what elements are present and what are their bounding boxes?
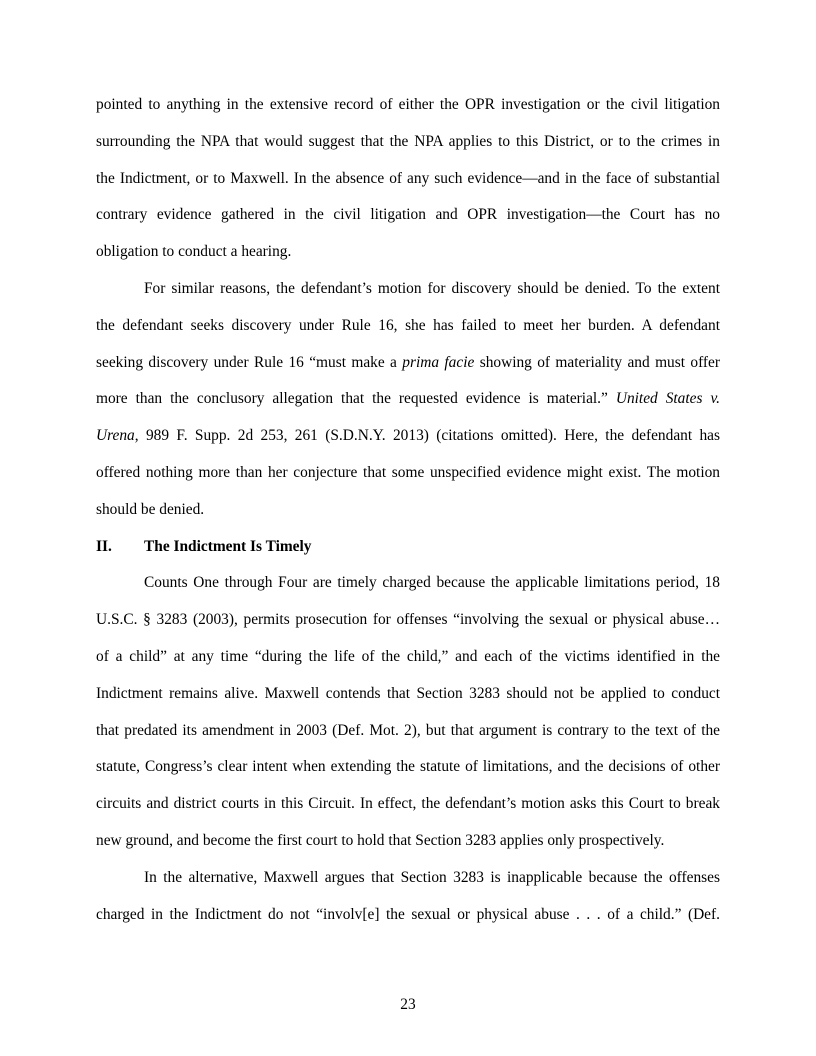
text-line: For similar reasons, the defendant’s motion for discovery should be denied. To the extent <box>144 279 720 297</box>
text-line: Counts One through Four are timely charged because the applicable limitations period, 18 <box>144 574 720 592</box>
text-segment: showing of materiality and must offer <box>474 353 720 371</box>
text-line: obligation to conduct a hearing. <box>96 243 292 261</box>
text-segment: more than the conclusory allegation that the requested evidence is material.” <box>96 390 616 408</box>
section-heading <box>96 529 720 566</box>
text-line: circuits and district courts in this Circuit. In effect, the defendant’s motion asks this Court to break <box>96 795 720 813</box>
paragraph-discovery <box>96 271 720 529</box>
text-line: new ground, and become the first court to hold that Section 3283 applies only prospectively. <box>96 831 665 849</box>
text-line: contrary evidence gathered in the civil litigation and OPR investigation—the Court has no <box>96 206 720 224</box>
text-line: surrounding the NPA that would suggest that the NPA applies to this District, or to the crimes in <box>96 132 720 150</box>
text-line: the Indictment, or to Maxwell. In the absence of any such evidence—and in the face of substantial <box>96 169 720 187</box>
case-citation-italic: United States v. <box>615 390 720 408</box>
text-line: offered nothing more than her conjecture that some unspecified evidence might exist. The motion <box>96 463 720 481</box>
page-number: 23 <box>400 996 416 1013</box>
italic-term: prima facie <box>402 353 475 371</box>
case-citation-italic: Urena <box>96 427 135 445</box>
text-line: statute, Congress’s clear intent when extending the statute of limitations, and the decisions of other <box>96 758 720 776</box>
text-line: charged in the Indictment do not “involv[e] the sexual or physical abuse . . . of a child.” (Def. <box>96 905 720 923</box>
text-segment: seeking discovery under Rule 16 “must make a <box>96 353 403 371</box>
text-line: In the alternative, Maxwell argues that Section 3283 is inapplicable because the offenses <box>144 868 720 886</box>
text-line <box>96 345 720 382</box>
text-line: pointed to anything in the extensive record of either the OPR investigation or the civil litigation <box>96 96 720 113</box>
text-line: U.S.C. § 3283 (2003), permits prosecution for offenses “involving the sexual or physical abuse… <box>96 611 720 629</box>
text-line: Indictment remains alive. Maxwell contends that Section 3283 should not be applied to conduct <box>96 684 720 702</box>
text-line <box>96 381 720 418</box>
paragraph-hearing <box>96 87 720 271</box>
section-number: II. <box>96 537 112 555</box>
paragraph-alternative <box>96 860 720 934</box>
paragraph-timeliness <box>96 565 720 859</box>
page-body <box>96 87 720 933</box>
text-segment: , 989 F. Supp. 2d 253, 261 (S.D.N.Y. 2013) (citations omitted). Here, the defendant has <box>134 427 720 445</box>
text-line <box>96 418 720 455</box>
text-line: that predated its amendment in 2003 (Def. Mot. 2), but that argument is contrary to the text of the <box>96 721 720 739</box>
text-line: of a child” at any time “during the life of the child,” and each of the victims identified in the <box>96 647 720 665</box>
text-line: should be denied. <box>96 500 205 518</box>
text-line: the defendant seeks discovery under Rule 16, she has failed to meet her burden. A defendant <box>96 316 720 334</box>
section-title: The Indictment Is Timely <box>144 537 312 555</box>
